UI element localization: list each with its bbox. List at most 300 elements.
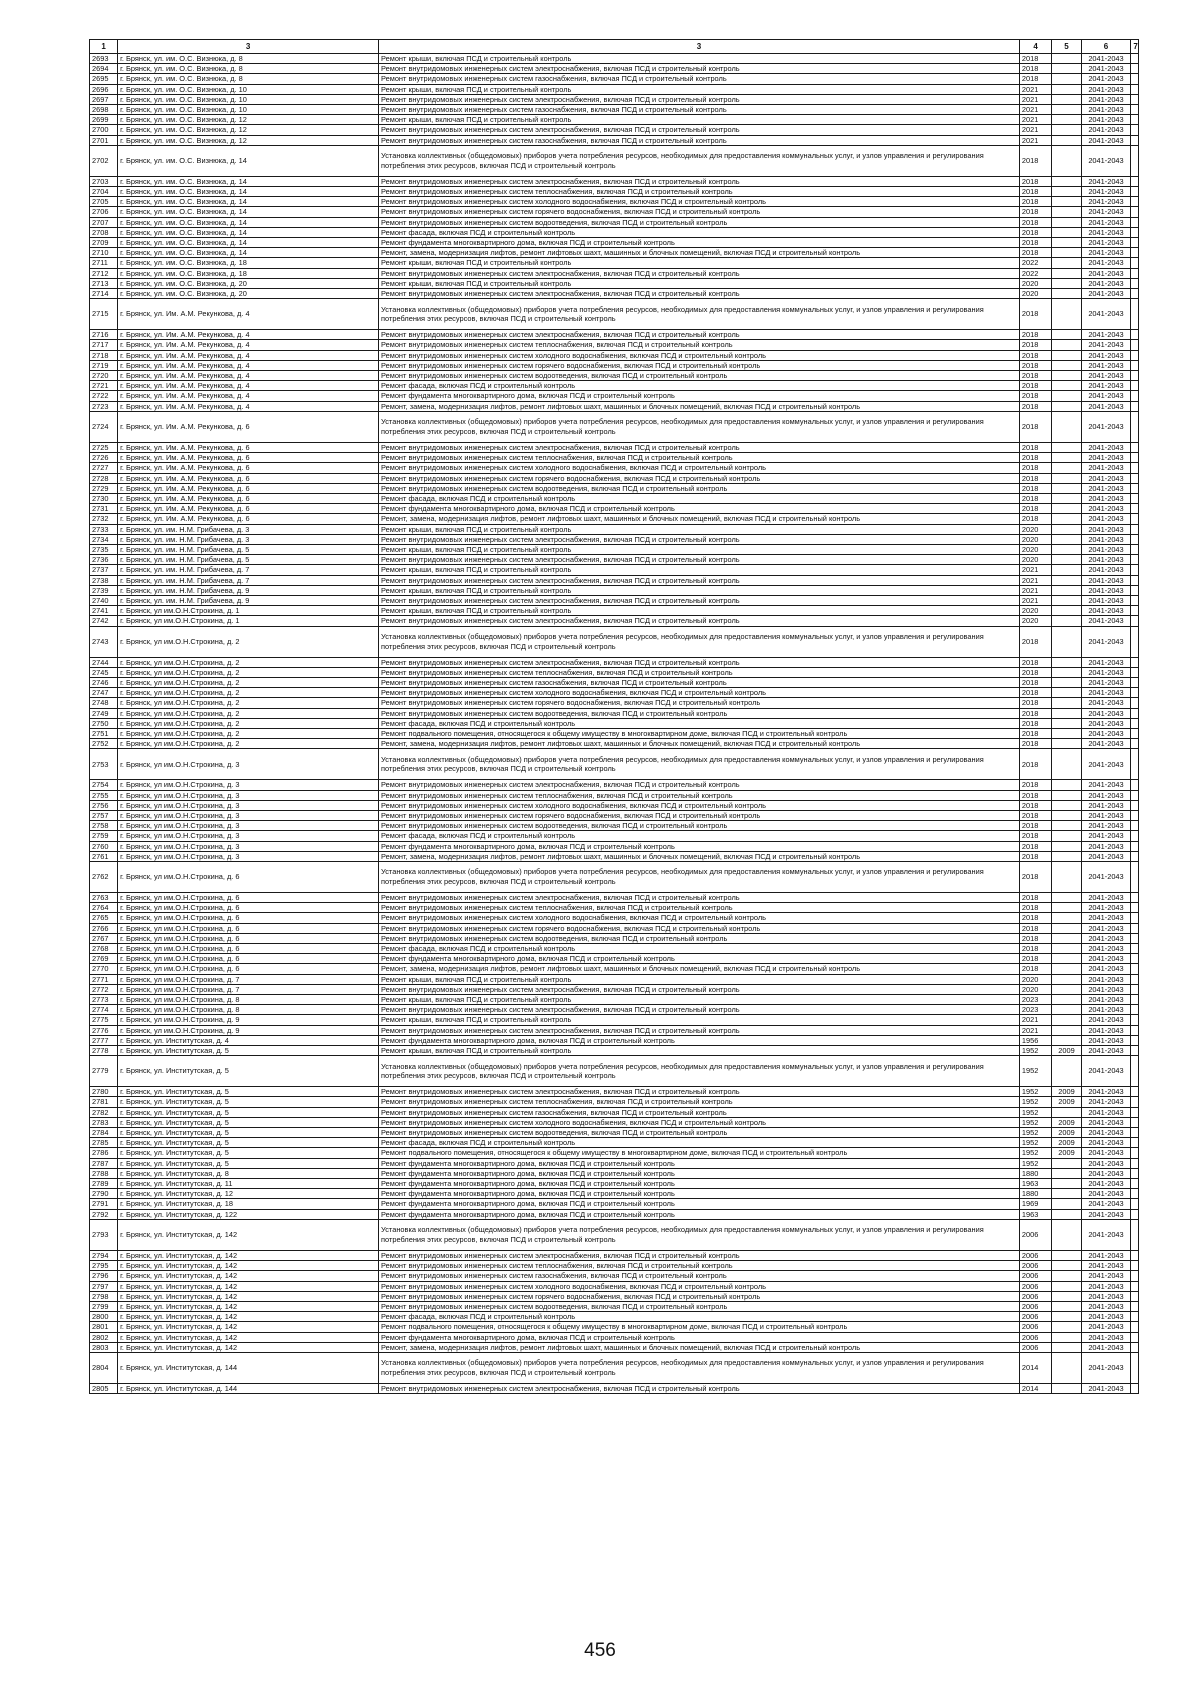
work-type-cell: Ремонт фасада, включая ПСД и строительный контроль xyxy=(379,718,1020,728)
empty-cell xyxy=(1131,135,1139,145)
empty-cell xyxy=(1131,1271,1139,1281)
empty-cell xyxy=(1131,514,1139,524)
year-repair-cell xyxy=(1052,1179,1081,1189)
row-number: 2730 xyxy=(90,493,118,503)
year-repair-cell xyxy=(1052,821,1081,831)
table-row xyxy=(90,493,1139,503)
year-repair-cell xyxy=(1052,197,1081,207)
address-cell: г. Брянск, ул. Им. А.М. Рекункова, д. 6 xyxy=(118,411,379,442)
table-row xyxy=(90,1056,1139,1087)
address-cell: г. Брянск, ул. Им. А.М. Рекункова, д. 4 xyxy=(118,340,379,350)
year-built-cell: 2006 xyxy=(1019,1322,1051,1332)
year-built-cell: 2018 xyxy=(1019,381,1051,391)
planned-period-cell: 2041-2043 xyxy=(1081,544,1131,554)
table-row xyxy=(90,780,1139,790)
address-cell: г. Брянск, ул. им. О.С. Визнюка, д. 10 xyxy=(118,84,379,94)
empty-cell xyxy=(1131,544,1139,554)
planned-period-cell: 2041-2043 xyxy=(1081,1087,1131,1097)
planned-period-cell: 2041-2043 xyxy=(1081,411,1131,442)
address-cell: г. Брянск, ул им.О.Н.Строкина, д. 8 xyxy=(118,1005,379,1015)
year-built-cell: 2020 xyxy=(1019,984,1051,994)
row-number: 2755 xyxy=(90,790,118,800)
address-cell: г. Брянск, ул. им. О.С. Визнюка, д. 14 xyxy=(118,145,379,176)
address-cell: г. Брянск, ул. Институтская, д. 8 xyxy=(118,1168,379,1178)
empty-cell xyxy=(1131,176,1139,186)
empty-cell xyxy=(1131,688,1139,698)
row-number: 2796 xyxy=(90,1271,118,1281)
work-type-cell: Установка коллективных (общедомовых) приборов учета потребления ресурсов, необходимых для предоставления коммунальных услуг, и узлов управления и регулирования потребления этих ресурсов, включая ПСД и строительный контроль xyxy=(379,1352,1020,1383)
work-type-cell: Ремонт внутридомовых инженерных систем электроснабжения, включая ПСД и строительный контроль xyxy=(379,1087,1020,1097)
work-type-cell: Ремонт фундамента многоквартирного дома, включая ПСД и строительный контроль xyxy=(379,1035,1020,1045)
row-number: 2751 xyxy=(90,728,118,738)
table-row xyxy=(90,1281,1139,1291)
row-number: 2706 xyxy=(90,207,118,217)
row-number: 2757 xyxy=(90,810,118,820)
row-number: 2797 xyxy=(90,1281,118,1291)
year-built-cell: 1952 xyxy=(1019,1046,1051,1056)
empty-cell xyxy=(1131,893,1139,903)
planned-period-cell: 2041-2043 xyxy=(1081,504,1131,514)
table-row xyxy=(90,135,1139,145)
address-cell: г. Брянск, ул им.О.Н.Строкина, д. 3 xyxy=(118,780,379,790)
work-type-cell: Установка коллективных (общедомовых) приборов учета потребления ресурсов, необходимых для предоставления коммунальных услуг, и узлов управления и регулирования потребления этих ресурсов, включая ПСД и строительный контроль xyxy=(379,1219,1020,1250)
row-number: 2737 xyxy=(90,565,118,575)
year-repair-cell: 2009 xyxy=(1052,1097,1081,1107)
table-row xyxy=(90,862,1139,893)
address-cell: г. Брянск, ул. Институтская, д. 5 xyxy=(118,1138,379,1148)
empty-cell xyxy=(1131,187,1139,197)
planned-period-cell: 2041-2043 xyxy=(1081,1138,1131,1148)
year-repair-cell xyxy=(1052,473,1081,483)
year-repair-cell xyxy=(1052,718,1081,728)
table-row xyxy=(90,728,1139,738)
row-number: 2703 xyxy=(90,176,118,186)
year-repair-cell xyxy=(1052,1342,1081,1352)
address-cell: г. Брянск, ул. им. Н.М. Грибачева, д. 5 xyxy=(118,544,379,554)
address-cell: г. Брянск, ул. им. О.С. Визнюка, д. 14 xyxy=(118,187,379,197)
table-row xyxy=(90,677,1139,687)
planned-period-cell: 2041-2043 xyxy=(1081,831,1131,841)
address-cell: г. Брянск, ул им.О.Н.Строкина, д. 9 xyxy=(118,1015,379,1025)
table-row xyxy=(90,575,1139,585)
address-cell: г. Брянск, ул. Институтская, д. 144 xyxy=(118,1352,379,1383)
address-cell: г. Брянск, ул. Им. А.М. Рекункова, д. 6 xyxy=(118,493,379,503)
row-number: 2752 xyxy=(90,739,118,749)
work-type-cell: Ремонт подвального помещения, относящегося к общему имуществу в многоквартирном доме, включая ПСД и строительный контроль xyxy=(379,728,1020,738)
empty-cell xyxy=(1131,1179,1139,1189)
work-type-cell: Ремонт крыши, включая ПСД и строительный контроль xyxy=(379,1015,1020,1025)
address-cell: г. Брянск, ул. им. О.С. Визнюка, д. 10 xyxy=(118,105,379,115)
empty-cell xyxy=(1131,1250,1139,1260)
year-built-cell: 2018 xyxy=(1019,217,1051,227)
empty-cell xyxy=(1131,984,1139,994)
row-number: 2709 xyxy=(90,238,118,248)
empty-cell xyxy=(1131,626,1139,657)
year-repair-cell xyxy=(1052,176,1081,186)
year-built-cell: 1956 xyxy=(1019,1035,1051,1045)
year-repair-cell xyxy=(1052,524,1081,534)
year-repair-cell xyxy=(1052,207,1081,217)
table-row xyxy=(90,84,1139,94)
year-repair-cell xyxy=(1052,238,1081,248)
year-built-cell: 1969 xyxy=(1019,1199,1051,1209)
empty-cell xyxy=(1131,411,1139,442)
empty-cell xyxy=(1131,1128,1139,1138)
planned-period-cell: 2041-2043 xyxy=(1081,995,1131,1005)
year-built-cell: 2020 xyxy=(1019,534,1051,544)
year-repair-cell xyxy=(1052,442,1081,452)
year-repair-cell xyxy=(1052,698,1081,708)
work-type-cell: Ремонт крыши, включая ПСД и строительный контроль xyxy=(379,524,1020,534)
address-cell: г. Брянск, ул. им. Н.М. Грибачева, д. 9 xyxy=(118,585,379,595)
work-type-cell: Ремонт подвального помещения, относящегося к общему имуществу в многоквартирном доме, включая ПСД и строительный контроль xyxy=(379,1148,1020,1158)
row-number: 2743 xyxy=(90,626,118,657)
year-built-cell: 2018 xyxy=(1019,330,1051,340)
planned-period-cell: 2041-2043 xyxy=(1081,64,1131,74)
address-cell: г. Брянск, ул. им. О.С. Визнюка, д. 8 xyxy=(118,74,379,84)
year-built-cell: 2006 xyxy=(1019,1281,1051,1291)
row-number: 2724 xyxy=(90,411,118,442)
row-number: 2694 xyxy=(90,64,118,74)
year-built-cell: 2018 xyxy=(1019,903,1051,913)
address-cell: г. Брянск, ул. Им. А.М. Рекункова, д. 4 xyxy=(118,381,379,391)
empty-cell xyxy=(1131,54,1139,64)
year-repair-cell xyxy=(1052,657,1081,667)
row-number: 2789 xyxy=(90,1179,118,1189)
year-repair-cell xyxy=(1052,1219,1081,1250)
planned-period-cell: 2041-2043 xyxy=(1081,391,1131,401)
empty-cell xyxy=(1131,790,1139,800)
work-type-cell: Ремонт внутридомовых инженерных систем газоснабжения, включая ПСД и строительный контроль xyxy=(379,1271,1020,1281)
row-number: 2693 xyxy=(90,54,118,64)
year-built-cell: 2018 xyxy=(1019,442,1051,452)
work-type-cell: Ремонт внутридомовых инженерных систем газоснабжения, включая ПСД и строительный контроль xyxy=(379,1107,1020,1117)
table-row xyxy=(90,821,1139,831)
row-number: 2739 xyxy=(90,585,118,595)
planned-period-cell: 2041-2043 xyxy=(1081,115,1131,125)
work-type-cell: Ремонт крыши, включая ПСД и строительный контроль xyxy=(379,606,1020,616)
planned-period-cell: 2041-2043 xyxy=(1081,145,1131,176)
table-row xyxy=(90,667,1139,677)
work-type-cell: Ремонт внутридомовых инженерных систем горячего водоснабжения, включая ПСД и строительный контроль xyxy=(379,698,1020,708)
planned-period-cell: 2041-2043 xyxy=(1081,483,1131,493)
table-row xyxy=(90,616,1139,626)
planned-period-cell: 2041-2043 xyxy=(1081,463,1131,473)
address-cell: г. Брянск, ул. Институтская, д. 5 xyxy=(118,1158,379,1168)
table-row xyxy=(90,831,1139,841)
row-number: 2700 xyxy=(90,125,118,135)
table-row xyxy=(90,1179,1139,1189)
row-number: 2727 xyxy=(90,463,118,473)
address-cell: г. Брянск, ул. Институтская, д. 142 xyxy=(118,1219,379,1250)
address-cell: г. Брянск, ул. им. Н.М. Грибачева, д. 3 xyxy=(118,524,379,534)
work-type-cell: Ремонт внутридомовых инженерных систем электроснабжения, включая ПСД и строительный контроль xyxy=(379,330,1020,340)
work-type-cell: Ремонт внутридомовых инженерных систем электроснабжения, включая ПСД и строительный контроль xyxy=(379,1005,1020,1015)
empty-cell xyxy=(1131,125,1139,135)
empty-cell xyxy=(1131,74,1139,84)
year-built-cell: 2006 xyxy=(1019,1261,1051,1271)
year-repair-cell xyxy=(1052,728,1081,738)
row-number: 2712 xyxy=(90,268,118,278)
table-row xyxy=(90,933,1139,943)
year-repair-cell xyxy=(1052,667,1081,677)
address-cell: г. Брянск, ул. им. О.С. Визнюка, д. 10 xyxy=(118,94,379,104)
row-number: 2769 xyxy=(90,954,118,964)
year-repair-cell xyxy=(1052,135,1081,145)
address-cell: г. Брянск, ул. Им. А.М. Рекункова, д. 6 xyxy=(118,463,379,473)
planned-period-cell: 2041-2043 xyxy=(1081,1035,1131,1045)
year-built-cell: 2020 xyxy=(1019,544,1051,554)
table-row xyxy=(90,1271,1139,1281)
work-type-cell: Ремонт внутридомовых инженерных систем электроснабжения, включая ПСД и строительный контроль xyxy=(379,442,1020,452)
year-repair-cell xyxy=(1052,411,1081,442)
work-type-cell: Ремонт внутридомовых инженерных систем холодного водоснабжения, включая ПСД и строительный контроль xyxy=(379,197,1020,207)
work-type-cell: Ремонт крыши, включая ПСД и строительный контроль xyxy=(379,84,1020,94)
year-repair-cell xyxy=(1052,616,1081,626)
year-repair-cell xyxy=(1052,1250,1081,1260)
row-number: 2748 xyxy=(90,698,118,708)
planned-period-cell: 2041-2043 xyxy=(1081,718,1131,728)
year-repair-cell xyxy=(1052,851,1081,861)
empty-cell xyxy=(1131,780,1139,790)
year-built-cell: 2018 xyxy=(1019,176,1051,186)
address-cell: г. Брянск, ул им.О.Н.Строкина, д. 8 xyxy=(118,995,379,1005)
planned-period-cell: 2041-2043 xyxy=(1081,473,1131,483)
planned-period-cell: 2041-2043 xyxy=(1081,176,1131,186)
empty-cell xyxy=(1131,1219,1139,1250)
planned-period-cell: 2041-2043 xyxy=(1081,1291,1131,1301)
table-row xyxy=(90,217,1139,227)
work-type-cell: Ремонт фундамента многоквартирного дома, включая ПСД и строительный контроль xyxy=(379,1158,1020,1168)
planned-period-cell: 2041-2043 xyxy=(1081,278,1131,288)
table-row xyxy=(90,1199,1139,1209)
table-row xyxy=(90,923,1139,933)
year-built-cell: 2018 xyxy=(1019,913,1051,923)
planned-period-cell: 2041-2043 xyxy=(1081,1271,1131,1281)
year-built-cell: 2018 xyxy=(1019,54,1051,64)
planned-period-cell: 2041-2043 xyxy=(1081,1005,1131,1015)
year-built-cell: 2018 xyxy=(1019,371,1051,381)
row-number: 2805 xyxy=(90,1383,118,1393)
address-cell: г. Брянск, ул им.О.Н.Строкина, д. 6 xyxy=(118,913,379,923)
empty-cell xyxy=(1131,330,1139,340)
work-type-cell: Установка коллективных (общедомовых) приборов учета потребления ресурсов, необходимых для предоставления коммунальных услуг, и узлов управления и регулирования потребления этих ресурсов, включая ПСД и строительный контроль xyxy=(379,145,1020,176)
year-repair-cell xyxy=(1052,1322,1081,1332)
planned-period-cell: 2041-2043 xyxy=(1081,821,1131,831)
row-number: 2783 xyxy=(90,1117,118,1127)
year-repair-cell xyxy=(1052,391,1081,401)
year-repair-cell xyxy=(1052,944,1081,954)
row-number: 2728 xyxy=(90,473,118,483)
table-row xyxy=(90,1250,1139,1260)
address-cell: г. Брянск, ул. Институтская, д. 5 xyxy=(118,1046,379,1056)
table-row xyxy=(90,1342,1139,1352)
year-repair-cell xyxy=(1052,381,1081,391)
year-built-cell: 2018 xyxy=(1019,74,1051,84)
row-number: 2726 xyxy=(90,453,118,463)
empty-cell xyxy=(1131,1087,1139,1097)
table-row xyxy=(90,1291,1139,1301)
planned-period-cell: 2041-2043 xyxy=(1081,248,1131,258)
row-number: 2750 xyxy=(90,718,118,728)
planned-period-cell: 2041-2043 xyxy=(1081,227,1131,237)
row-number: 2780 xyxy=(90,1087,118,1097)
empty-cell xyxy=(1131,391,1139,401)
planned-period-cell: 2041-2043 xyxy=(1081,944,1131,954)
planned-period-cell: 2041-2043 xyxy=(1081,268,1131,278)
empty-cell xyxy=(1131,1005,1139,1015)
work-type-cell: Ремонт внутридомовых инженерных систем водоотведения, включая ПСД и строительный контроль xyxy=(379,821,1020,831)
empty-cell xyxy=(1131,575,1139,585)
address-cell: г. Брянск, ул. Им. А.М. Рекункова, д. 6 xyxy=(118,453,379,463)
row-number: 2749 xyxy=(90,708,118,718)
year-repair-cell xyxy=(1052,350,1081,360)
empty-cell xyxy=(1131,371,1139,381)
address-cell: г. Брянск, ул. Им. А.М. Рекункова, д. 6 xyxy=(118,442,379,452)
row-number: 2795 xyxy=(90,1261,118,1271)
work-type-cell: Ремонт фасада, включая ПСД и строительный контроль xyxy=(379,493,1020,503)
year-repair-cell xyxy=(1052,964,1081,974)
empty-cell xyxy=(1131,841,1139,851)
work-type-cell: Ремонт внутридомовых инженерных систем газоснабжения, включая ПСД и строительный контроль xyxy=(379,677,1020,687)
row-number: 2758 xyxy=(90,821,118,831)
year-repair-cell xyxy=(1052,1352,1081,1383)
planned-period-cell: 2041-2043 xyxy=(1081,728,1131,738)
empty-cell xyxy=(1131,903,1139,913)
year-repair-cell xyxy=(1052,1168,1081,1178)
work-type-cell: Ремонт, замена, модернизация лифтов, ремонт лифтовых шахт, машинных и блочных помещений, включая ПСД и строительный контроль xyxy=(379,514,1020,524)
year-built-cell: 2021 xyxy=(1019,115,1051,125)
address-cell: г. Брянск, ул им.О.Н.Строкина, д. 2 xyxy=(118,688,379,698)
year-repair-cell xyxy=(1052,463,1081,473)
empty-cell xyxy=(1131,1148,1139,1158)
work-type-cell: Ремонт внутридомовых инженерных систем теплоснабжения, включая ПСД и строительный контроль xyxy=(379,453,1020,463)
empty-cell xyxy=(1131,217,1139,227)
header-col-6: 6 xyxy=(1081,40,1131,54)
empty-cell xyxy=(1131,1322,1139,1332)
year-built-cell: 2018 xyxy=(1019,504,1051,514)
header-row xyxy=(90,40,1139,54)
table-row xyxy=(90,248,1139,258)
year-built-cell: 2018 xyxy=(1019,197,1051,207)
year-repair-cell xyxy=(1052,954,1081,964)
year-built-cell: 2021 xyxy=(1019,1015,1051,1025)
year-built-cell: 1952 xyxy=(1019,1056,1051,1087)
address-cell: г. Брянск, ул. Им. А.М. Рекункова, д. 4 xyxy=(118,330,379,340)
table-row xyxy=(90,381,1139,391)
row-number: 2731 xyxy=(90,504,118,514)
year-built-cell: 2018 xyxy=(1019,923,1051,933)
address-cell: г. Брянск, ул. Институтская, д. 12 xyxy=(118,1189,379,1199)
planned-period-cell: 2041-2043 xyxy=(1081,534,1131,544)
empty-cell xyxy=(1131,493,1139,503)
planned-period-cell: 2041-2043 xyxy=(1081,626,1131,657)
planned-period-cell: 2041-2043 xyxy=(1081,1128,1131,1138)
year-built-cell: 2018 xyxy=(1019,483,1051,493)
address-cell: г. Брянск, ул. им. О.С. Визнюка, д. 14 xyxy=(118,176,379,186)
planned-period-cell: 2041-2043 xyxy=(1081,841,1131,851)
empty-cell xyxy=(1131,585,1139,595)
address-cell: г. Брянск, ул им.О.Н.Строкина, д. 3 xyxy=(118,800,379,810)
row-number: 2782 xyxy=(90,1107,118,1117)
year-repair-cell xyxy=(1052,749,1081,780)
year-repair-cell xyxy=(1052,1271,1081,1281)
table-row xyxy=(90,258,1139,268)
register-sheet xyxy=(89,39,1139,1394)
address-cell: г. Брянск, ул. Институтская, д. 5 xyxy=(118,1128,379,1138)
table-row xyxy=(90,1046,1139,1056)
row-number: 2722 xyxy=(90,391,118,401)
planned-period-cell: 2041-2043 xyxy=(1081,125,1131,135)
empty-cell xyxy=(1131,1158,1139,1168)
year-repair-cell xyxy=(1052,227,1081,237)
year-repair-cell xyxy=(1052,677,1081,687)
year-built-cell: 2021 xyxy=(1019,595,1051,605)
work-type-cell: Ремонт внутридомовых инженерных систем холодного водоснабжения, включая ПСД и строительный контроль xyxy=(379,1117,1020,1127)
address-cell: г. Брянск, ул им.О.Н.Строкина, д. 2 xyxy=(118,626,379,657)
table-row xyxy=(90,1158,1139,1168)
empty-cell xyxy=(1131,1332,1139,1342)
year-built-cell: 2018 xyxy=(1019,718,1051,728)
year-built-cell: 2018 xyxy=(1019,227,1051,237)
year-built-cell: 2018 xyxy=(1019,749,1051,780)
planned-period-cell: 2041-2043 xyxy=(1081,1158,1131,1168)
year-repair-cell xyxy=(1052,1383,1081,1393)
planned-period-cell: 2041-2043 xyxy=(1081,1332,1131,1342)
year-built-cell: 2018 xyxy=(1019,851,1051,861)
empty-cell xyxy=(1131,1025,1139,1035)
row-number: 2754 xyxy=(90,780,118,790)
work-type-cell: Ремонт крыши, включая ПСД и строительный контроль xyxy=(379,585,1020,595)
empty-cell xyxy=(1131,698,1139,708)
row-number: 2760 xyxy=(90,841,118,851)
table-row xyxy=(90,1219,1139,1250)
year-built-cell: 2018 xyxy=(1019,708,1051,718)
year-built-cell: 2006 xyxy=(1019,1250,1051,1260)
year-repair-cell xyxy=(1052,330,1081,340)
table-row xyxy=(90,841,1139,851)
year-built-cell: 2014 xyxy=(1019,1383,1051,1393)
row-number: 2710 xyxy=(90,248,118,258)
address-cell: г. Брянск, ул. Им. А.М. Рекункова, д. 6 xyxy=(118,504,379,514)
work-type-cell: Ремонт внутридомовых инженерных систем теплоснабжения, включая ПСД и строительный контроль xyxy=(379,340,1020,350)
work-type-cell: Ремонт внутридомовых инженерных систем электроснабжения, включая ПСД и строительный контроль xyxy=(379,893,1020,903)
address-cell: г. Брянск, ул им.О.Н.Строкина, д. 3 xyxy=(118,831,379,841)
planned-period-cell: 2041-2043 xyxy=(1081,1056,1131,1087)
planned-period-cell: 2041-2043 xyxy=(1081,1322,1131,1332)
planned-period-cell: 2041-2043 xyxy=(1081,135,1131,145)
table-row xyxy=(90,995,1139,1005)
planned-period-cell: 2041-2043 xyxy=(1081,790,1131,800)
work-type-cell: Ремонт, замена, модернизация лифтов, ремонт лифтовых шахт, машинных и блочных помещений, включая ПСД и строительный контроль xyxy=(379,851,1020,861)
address-cell: г. Брянск, ул им.О.Н.Строкина, д. 9 xyxy=(118,1025,379,1035)
work-type-cell: Ремонт фасада, включая ПСД и строительный контроль xyxy=(379,227,1020,237)
address-cell: г. Брянск, ул. Им. А.М. Рекункова, д. 6 xyxy=(118,473,379,483)
year-repair-cell xyxy=(1052,1015,1081,1025)
year-built-cell: 2018 xyxy=(1019,187,1051,197)
work-type-cell: Ремонт фундамента многоквартирного дома, включая ПСД и строительный контроль xyxy=(379,954,1020,964)
row-number: 2717 xyxy=(90,340,118,350)
work-type-cell: Ремонт фундамента многоквартирного дома, включая ПСД и строительный контроль xyxy=(379,1199,1020,1209)
year-repair-cell xyxy=(1052,1199,1081,1209)
row-number: 2793 xyxy=(90,1219,118,1250)
year-repair-cell xyxy=(1052,483,1081,493)
empty-cell xyxy=(1131,1046,1139,1056)
planned-period-cell: 2041-2043 xyxy=(1081,493,1131,503)
header-col-1: 1 xyxy=(90,40,118,54)
row-number: 2776 xyxy=(90,1025,118,1035)
year-built-cell: 1952 xyxy=(1019,1138,1051,1148)
